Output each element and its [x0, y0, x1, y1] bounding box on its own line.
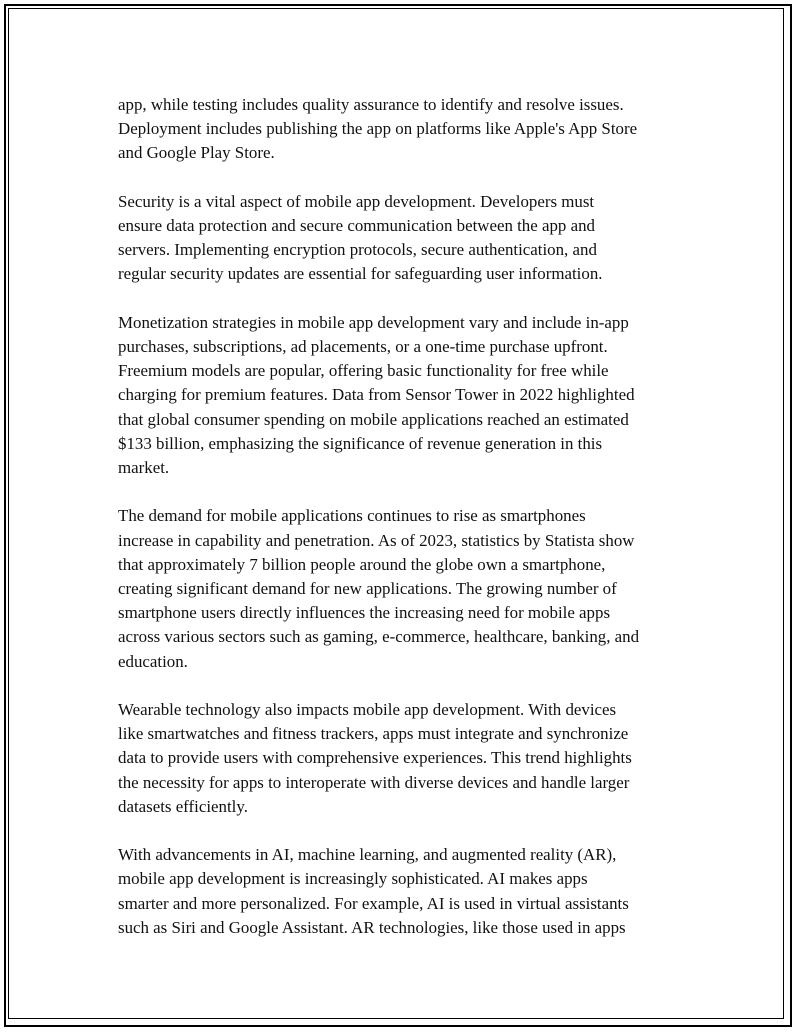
- text-line: across various sectors such as gaming, e-commerce, healthcare, banking, and: [118, 627, 640, 647]
- text-line: purchases, subscriptions, ad placements, or a one-time purchase upfront.: [118, 337, 608, 356]
- text-line: With advancements in AI, machine learning, and augmented reality (AR),: [118, 845, 617, 865]
- text-line: The demand for mobile applications continues to rise as smartphones: [118, 506, 586, 526]
- text-line: charging for premium features. Data from Sensor Tower in 2022 highlighted: [118, 385, 635, 405]
- text-line: that global consumer spending on mobile applications reached an estimated: [118, 409, 629, 429]
- text-line: mobile app development is increasingly sophisticated. AI makes apps: [118, 869, 588, 889]
- text-line: ensure data protection and secure communication between the app and: [118, 216, 595, 235]
- paragraph-demand: [118, 504, 698, 673]
- paragraph-monetization: [118, 311, 698, 480]
- text-line: that approximately 7 billion people around the globe own a smartphone,: [118, 554, 606, 574]
- text-line: data to provide users with comprehensive experiences. This trend highlights: [118, 748, 632, 768]
- text-line: like smartwatches and fitness trackers, apps must integrate and synchronize: [118, 724, 629, 744]
- text-line: increase in capability and penetration. As of 2023, statistics by Statista show: [118, 530, 635, 550]
- paragraph-security: [118, 190, 698, 287]
- text-line: regular security updates are essential for safeguarding user information.: [118, 264, 603, 284]
- text-line: smartphone users directly influences the increasing need for mobile apps: [118, 603, 611, 623]
- text-line: education.: [118, 651, 188, 671]
- text-line: app, while testing includes quality assurance to identify and resolve issues.: [118, 95, 624, 114]
- text-line: smarter and more personalized. For example, AI is used in virtual assistants: [118, 893, 629, 913]
- text-line: servers. Implementing encryption protocols, secure authentication, and: [118, 240, 597, 260]
- paragraph-wearables: [118, 698, 698, 819]
- text-line: Freemium models are popular, offering basic functionality for free while: [118, 361, 609, 381]
- paragraph-deployment: [118, 93, 698, 166]
- text-line: Deployment includes publishing the app on platforms like Apple's App Store: [118, 119, 638, 139]
- paragraph-ai-ar: [118, 843, 698, 940]
- text-line: the necessity for apps to interoperate with diverse devices and handle larger: [118, 772, 630, 792]
- text-line: datasets efficiently.: [118, 796, 248, 816]
- text-line: Wearable technology also impacts mobile app development. With devices: [118, 700, 617, 720]
- text-line: market.: [118, 458, 170, 478]
- text-line: Monetization strategies in mobile app development vary and include in-app: [118, 312, 629, 332]
- text-line: creating significant demand for new applications. The growing number of: [118, 579, 617, 599]
- text-line: and Google Play Store.: [118, 143, 275, 163]
- text-line: $133 billion, emphasizing the significance of revenue generation in this: [118, 433, 603, 453]
- text-line: such as Siri and Google Assistant. AR technologies, like those used in apps: [118, 917, 626, 937]
- text-line: Security is a vital aspect of mobile app development. Developers must: [118, 191, 595, 211]
- document-body: [118, 93, 698, 964]
